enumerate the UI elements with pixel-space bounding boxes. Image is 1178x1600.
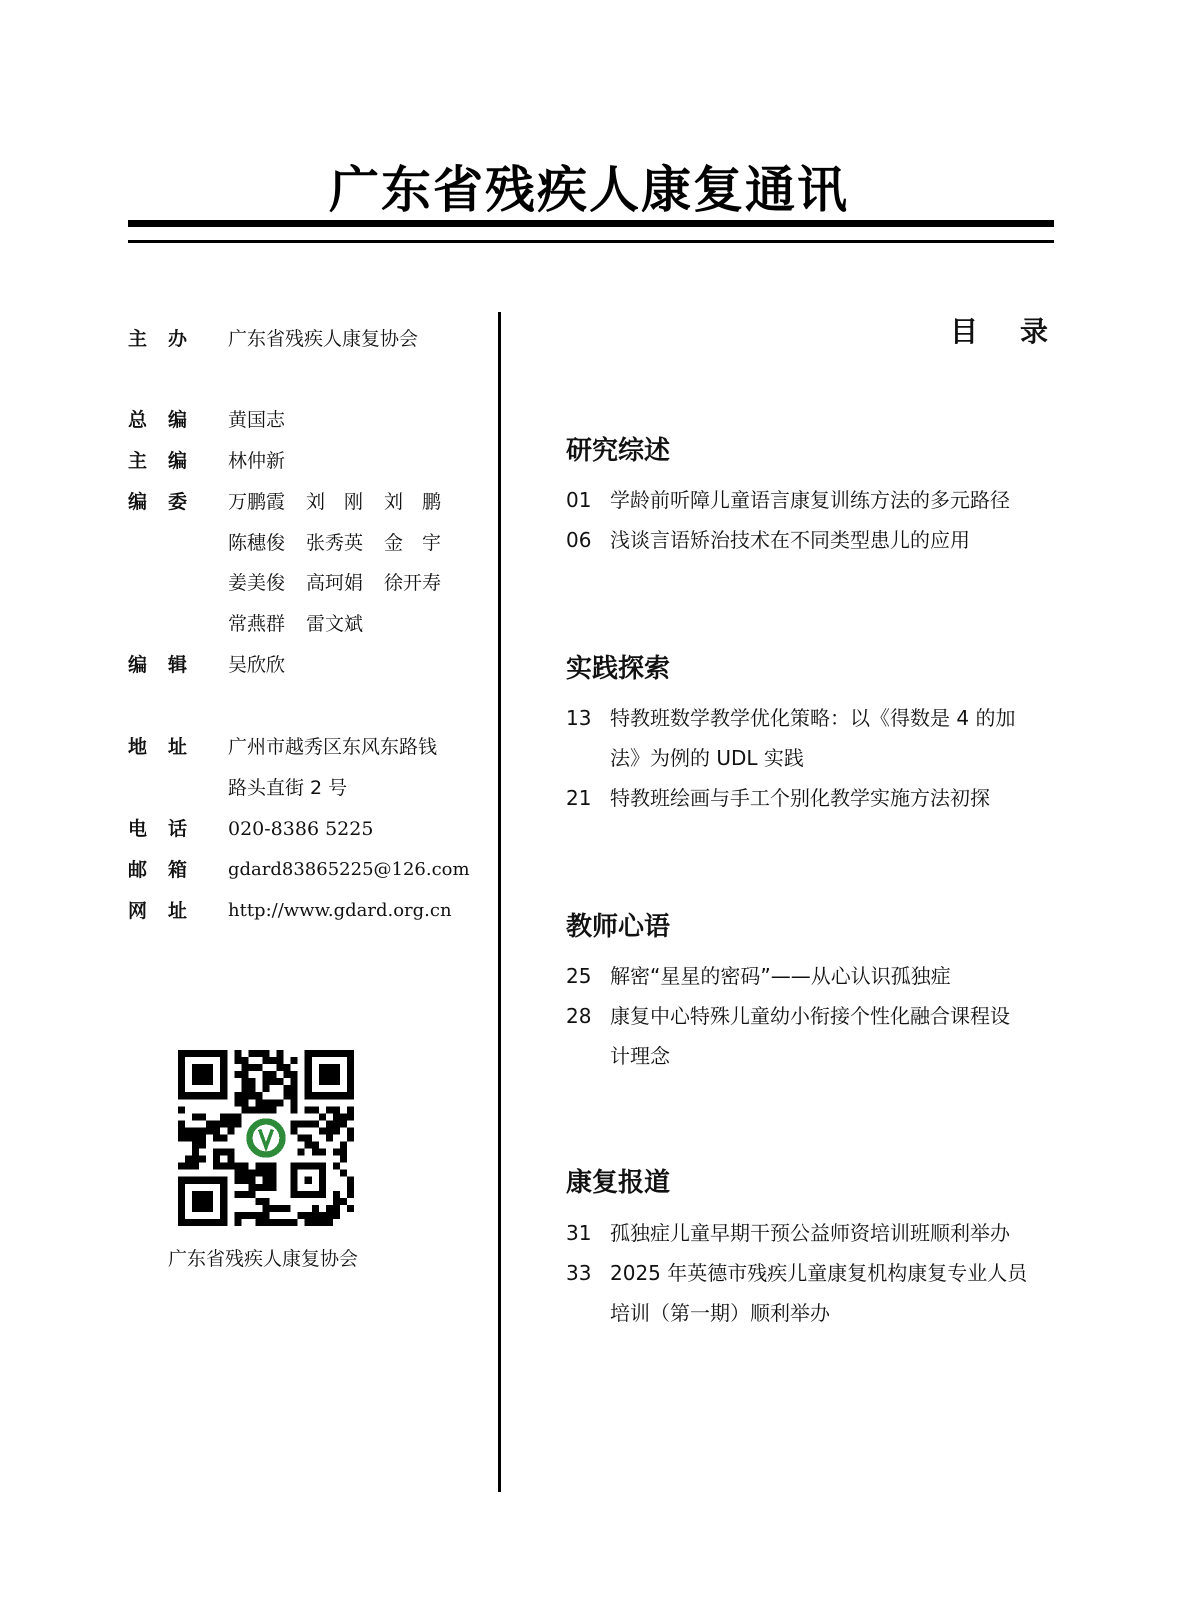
address-line-2: 路头直街 2 号 (228, 777, 348, 799)
toc-entry-title: 孤独症儿童早期干预公益师资培训班顺利举办 (610, 1221, 1010, 1245)
title-rule-thick (128, 220, 1054, 227)
email-link[interactable]: gdard83865225@126.com (228, 859, 470, 880)
toc-page-number: 33 (566, 1261, 592, 1285)
column-divider (498, 312, 501, 1492)
toc-entry-title: 2025 年英德市残疾儿童康复机构康复专业人员 (610, 1261, 1028, 1285)
committee-member: 常燕群 (228, 613, 286, 635)
address-line-1: 广州市越秀区东风东路钱 (228, 736, 438, 758)
committee-member: 雷文斌 (306, 613, 364, 635)
committee-member: 徐开寿 (384, 572, 442, 594)
toc-entry-title: 解密“星星的密码”——从心认识孤独症 (610, 964, 951, 988)
website-link[interactable]: http://www.gdard.org.cn (228, 900, 452, 921)
committee-member: 陈穗俊 (228, 532, 286, 554)
committee-member: 高珂娟 (306, 572, 364, 594)
info-value: 林仲新 (228, 450, 286, 472)
toc-entry-title-continued: 培训（第一期）顺利举办 (610, 1301, 830, 1325)
qr-caption: 广东省残疾人康复协会 (168, 1248, 359, 1270)
toc-section-title: 实践探索 (566, 654, 671, 684)
committee-member: 万鹏霞 (228, 491, 286, 513)
toc-page-number: 21 (566, 786, 592, 810)
toc-entry-title-continued: 法》为例的 UDL 实践 (610, 746, 804, 770)
phone-value: 020-8386 5225 (228, 818, 374, 840)
toc-page-number: 25 (566, 964, 592, 988)
toc-section-title: 教师心语 (566, 912, 671, 942)
toc-entry-title: 学龄前听障儿童语言康复训练方法的多元路径 (610, 488, 1010, 512)
toc-section-title: 研究综述 (566, 436, 671, 466)
toc-page-number: 06 (566, 528, 592, 552)
toc-page-number: 13 (566, 706, 592, 730)
toc-page-number: 28 (566, 1004, 592, 1028)
committee-member: 张秀英 (306, 532, 364, 554)
toc-page-number: 31 (566, 1221, 592, 1245)
toc-entry-title-continued: 计理念 (610, 1044, 670, 1068)
info-value: 吴欣欣 (228, 654, 286, 676)
committee-member: 金 宇 (384, 532, 442, 554)
committee-member: 刘 鹏 (384, 491, 442, 513)
toc-entry-title: 浅谈言语矫治技术在不同类型患儿的应用 (610, 528, 970, 552)
committee-member: 姜美俊 (228, 572, 286, 594)
toc-entry-title: 康复中心特殊儿童幼小衔接个性化融合课程设 (610, 1004, 1010, 1028)
info-value: 黄国志 (228, 409, 286, 431)
qr-code-icon (178, 1050, 354, 1226)
toc-entry-title: 特教班数学教学优化策略：以《得数是 4 的加 (610, 706, 1016, 730)
toc-page-number: 01 (566, 488, 592, 512)
toc-section-title: 康复报道 (566, 1168, 671, 1198)
publication-title: 广东省残疾人康复通讯 (329, 160, 849, 219)
toc-entry-title: 特教班绘画与手工个别化教学实施方法初探 (610, 786, 990, 810)
committee-member: 刘 刚 (306, 491, 364, 513)
info-value: 广东省残疾人康复协会 (228, 328, 419, 350)
title-rule-thin (128, 240, 1054, 243)
